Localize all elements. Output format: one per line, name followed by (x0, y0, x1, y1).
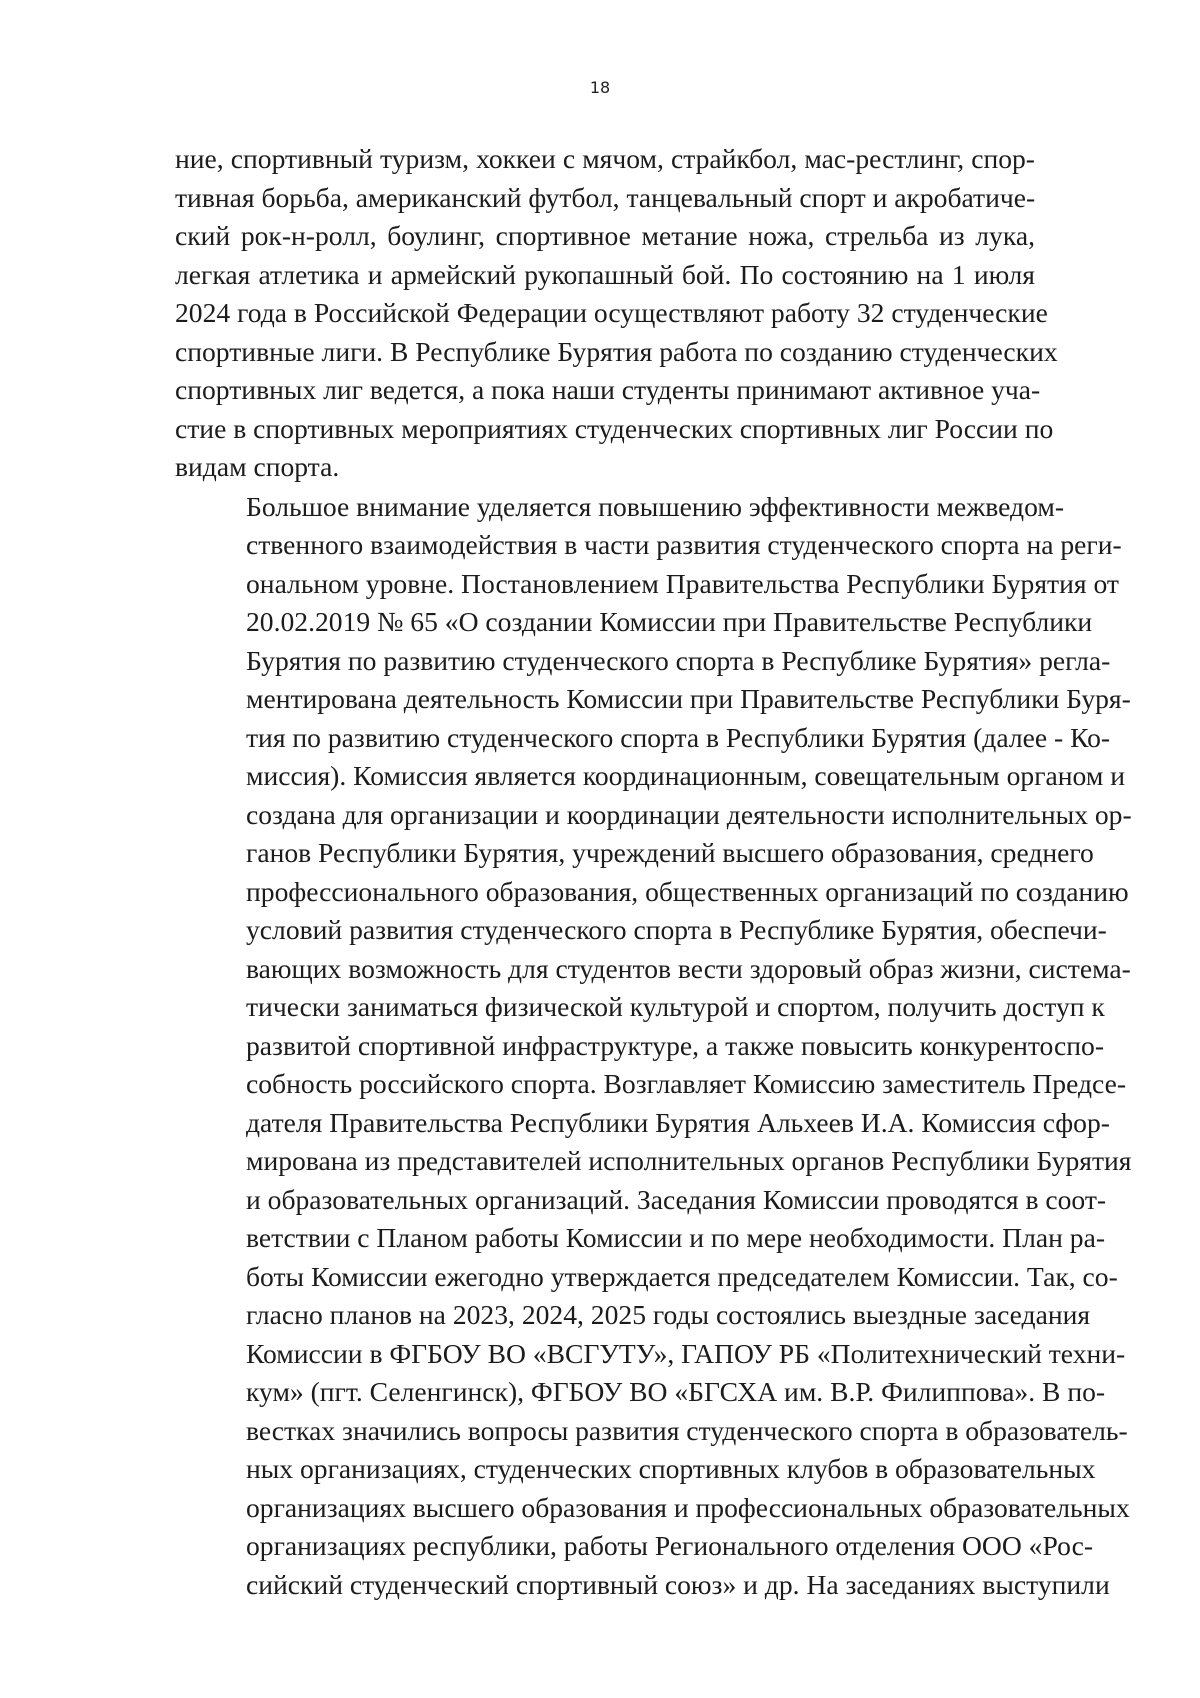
text-line: организациях высшего образования и профессиональных образовательных (246, 1491, 1130, 1523)
text-line: тически заниматься физической культурой и спортом, получить доступ к (246, 991, 1105, 1022)
text-line: сийский студенческий спортивный союз» и др. На заседаниях выступили (246, 1568, 1110, 1600)
text-line: вестках значились вопросы развития студенческого спорта в образователь- (246, 1414, 1128, 1446)
text-line: миссия). Комиссия является координационным, совещательным органом и (246, 760, 1125, 791)
text-line: условий развития студенческого спорта в Республике Бурятия, обеспечи- (246, 914, 1107, 945)
document-body (175, 140, 1132, 1604)
text-line: спортивные лиги. В Республике Бурятия работа по созданию студенческих (175, 335, 1058, 367)
text-line: гласно планов на 2023, 2024, 2025 годы состоялись выездные заседания (246, 1299, 1091, 1330)
text-line: ственного взаимодействия в части развития студенческого спорта на реги- (246, 529, 1122, 560)
text-line: дателя Правительства Республики Бурятия Альхеев И.А. Комиссия сфор- (246, 1106, 1110, 1138)
text-line: создана для организации и координации деятельности исполнительных ор- (246, 798, 1132, 830)
text-line: вающих возможность для студентов вести здоровый образ жизни, система- (246, 952, 1131, 984)
text-line: ние, спортивный туризм, хоккеи с мячом, страйкбол, мас-рестлинг, спор- (175, 143, 1035, 174)
text-line: тивная борьба, американский футбол, танцевальный спорт и акробатиче- (175, 181, 1036, 213)
text-line: Бурятия по развитию студенческого спорта в Республике Бурятия» регла- (246, 644, 1111, 676)
text-line: организациях республики, работы Регионального отделения ООО «Рос- (246, 1530, 1094, 1561)
paragraph (175, 140, 1058, 487)
text-line: собность российского спорта. Возглавляет Комиссию заместитель Предсе- (246, 1068, 1127, 1099)
text-line: и образовательных организаций. Заседания Комиссии проводятся в соот- (246, 1183, 1107, 1215)
text-line: ский рок-н-ролл, боулинг, спортивное метание ножа, стрельба из лука, (175, 220, 1035, 251)
text-line: боты Комиссии ежегодно утверждается председателем Комиссии. Так, со- (246, 1260, 1118, 1292)
page-number: 18 (589, 78, 611, 97)
text-line: мирована из представителей исполнительных органов Республики Бурятия (246, 1145, 1132, 1176)
text-line: ных организациях, студенческих спортивных клубов в образовательных (246, 1453, 1096, 1484)
text-line: кум» (пгт. Селенгинск), ФГБОУ ВО «БГСХА им. В.Р. Филиппова». В по- (246, 1376, 1106, 1407)
text-line: профессионального образования, общественных организаций по созданию (246, 875, 1129, 907)
text-line: Комиссии в ФГБОУ ВО «ВСГУТУ», ГАПОУ РБ «Политехнический техни- (246, 1337, 1126, 1369)
text-line: видам спорта. (175, 451, 340, 482)
text-line: развитой спортивной инфраструктуре, а также повысить конкурентоспо- (246, 1029, 1105, 1061)
paragraph (175, 488, 1132, 1605)
text-line: стие в спортивных мероприятиях студенческих спортивных лиг России по (175, 412, 1054, 444)
text-line: ональном уровне. Постановлением Правительства Республики Бурятия от (246, 567, 1119, 599)
text-line: тия по развитию студенческого спорта в Республики Бурятия (далее - Ко- (246, 721, 1111, 753)
text-line: Большое внимание уделяется повышению эффективности межведом- (246, 490, 1065, 522)
text-line: спортивных лиг ведется, а пока наши студенты принимают активное уча- (175, 374, 1041, 405)
text-line: ментирована деятельность Комиссии при Правительстве Республики Буря- (246, 683, 1131, 714)
text-line: легкая атлетика и армейский рукопашный бой. По состоянию на 1 июля (175, 258, 1035, 290)
text-line: 2024 года в Российской Федерации осуществляют работу 32 студенческие (175, 297, 1048, 328)
text-line: ветствии с Планом работы Комиссии и по мере необходимости. План ра- (246, 1222, 1106, 1253)
text-line: ганов Республики Бурятия, учреждений высшего образования, среднего (246, 837, 1094, 868)
text-line: 20.02.2019 № 65 «О создании Комиссии при Правительстве Республики (246, 606, 1093, 637)
